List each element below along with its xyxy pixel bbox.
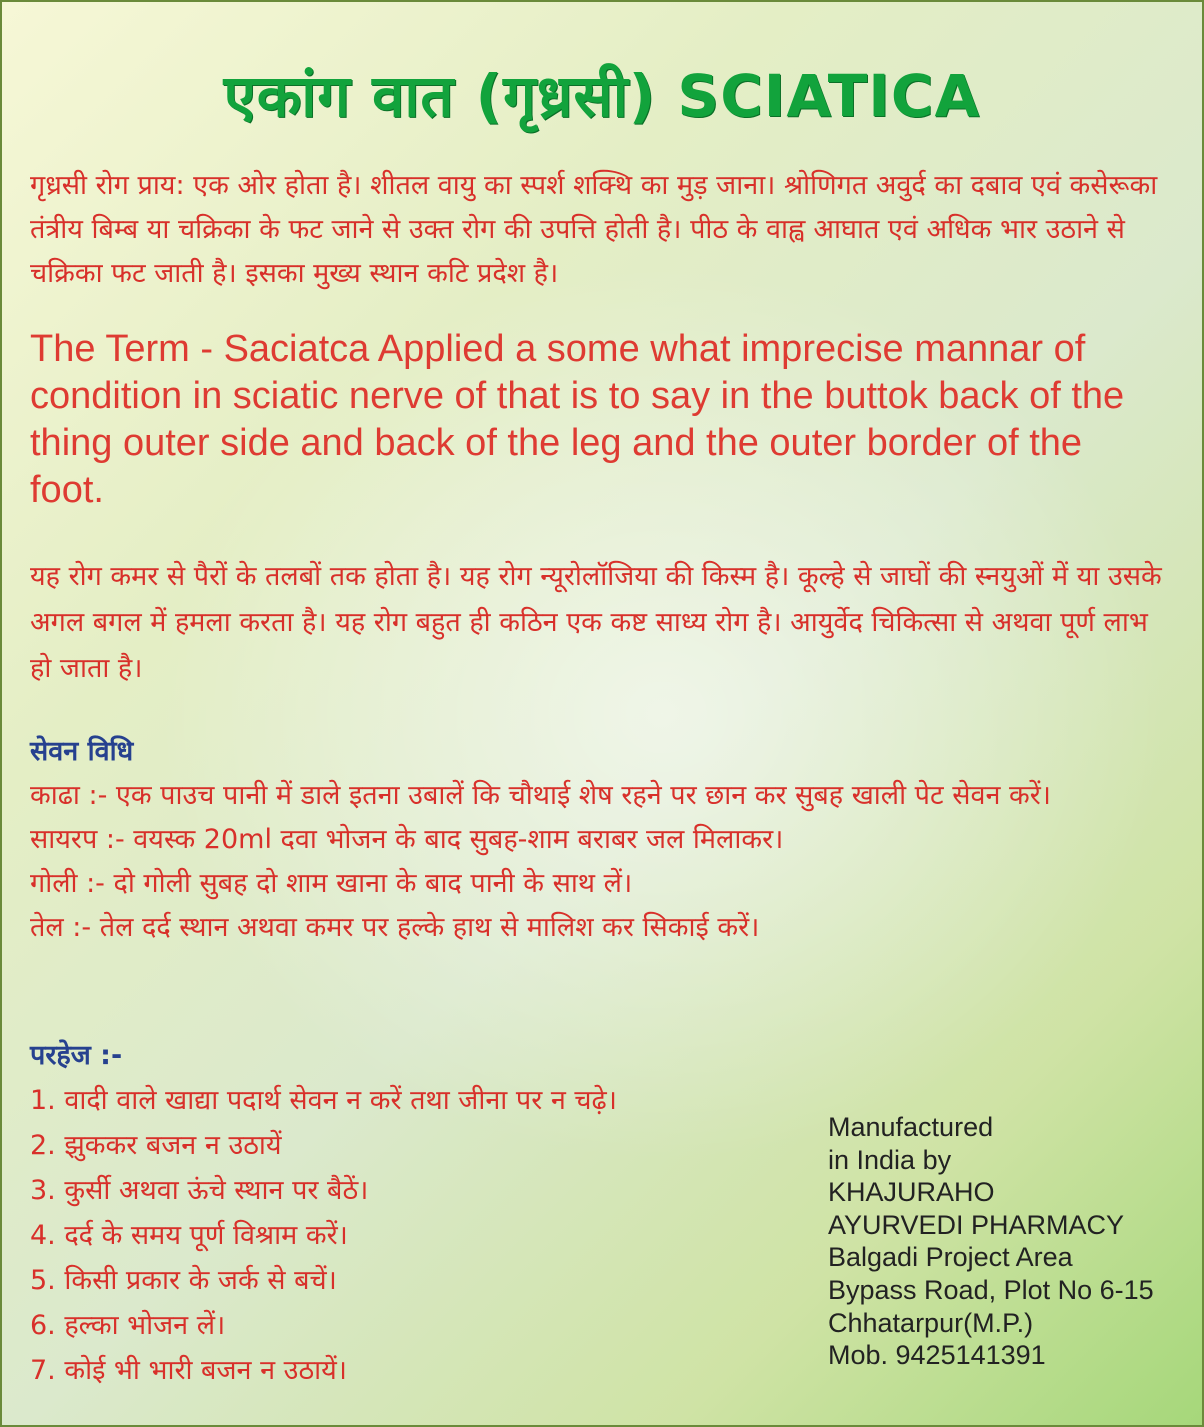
usage-line-kadha: काढा :- एक पाउच पानी में डाले इतना उबालें कि चौथाई शेष रहने पर छान कर सुबह खाली पेट सेवन करें। — [30, 780, 1052, 811]
diet-item: 7. कोई भी भारी बजन न उठायें। — [30, 1355, 348, 1386]
usage-line-oil: तेल :- तेल दर्द स्थान अथवा कमर पर हल्के हाथ से मालिश कर सिकाई करें। — [30, 912, 760, 943]
manufacturer-info — [828, 1111, 1198, 1372]
manufacturer-line: Manufactured — [828, 1112, 994, 1142]
diet-item: 1. वादी वाले खाद्या पदार्थ सेवन न करें तथा जीना पर न चढ़े। — [30, 1085, 617, 1116]
diet-item: 4. दर्द के समय पूर्ण विश्राम करें। — [30, 1220, 348, 1251]
manufacturer-address: Balgadi Project Area — [828, 1242, 1073, 1273]
diet-item: 3. कुर्सी अथवा ऊंचे स्थान पर बैठें। — [30, 1175, 369, 1206]
manufacturer-name: KHAJURAHO — [828, 1177, 995, 1208]
diet-item: 5. किसी प्रकार के जर्क से बचें। — [30, 1265, 337, 1296]
diet-item: 2. झुककर बजन न उठायें — [30, 1130, 282, 1161]
intro-hindi-paragraph: गृध्रसी रोग प्राय: एक ओर होता है। शीतल वायु का स्पर्श शक्थि का मुड़ जाना। श्रोणिगत अवुर्द का दबाव एवं कसेरूका तंत्रीय बिम्ब या चक्रिका के फट जाने से उक्त रोग की उपत्ति होती है। पीठ के वाह्व आघात एवं अधिक भार उठाने से चक्रिका फट जाती है। इसका मुख्य स्थान कटि प्रदेश है। — [30, 170, 1158, 289]
manufacturer-phone: Mob. 9425141391 — [828, 1340, 1046, 1371]
usage-heading: सेवन विधि — [30, 736, 134, 767]
english-description: The Term - Saciatca Applied a some what imprecise mannar of condition in sciatic nerve of that is to say in the buttok back of the thing outer side and back of the leg and the outer border of the foot. — [30, 328, 1125, 511]
page-title: एकांग वात (गृध्रसी) SCIATICA — [223, 62, 981, 130]
hindi-description: यह रोग कमर से पैरों के तलबों तक होता है। यह रोग न्यूरोलॉजिया की किस्म है। कूल्हे से जाघों की स्नयुओं में या उसके अगल बगल में हमला करता है। यह रोग बहुत ही कठिन एक कष्ट साध्य रोग है। आयुर्वेद चिकित्सा से अथवा पूर्ण लाभ हो जाता है। — [30, 561, 1162, 684]
usage-line-tablet: गोली :- दो गोली सुबह दो शाम खाना के बाद पानी के साथ लें। — [30, 868, 633, 899]
diet-heading: परहेज :- — [30, 1040, 123, 1071]
manufacturer-address: Bypass Road, Plot No 6-15 — [828, 1274, 1154, 1305]
usage-line-syrup: सायरप :- वयस्क 20ml दवा भोजन के बाद सुबह-शाम बराबर जल मिलाकर। — [30, 824, 784, 855]
manufacturer-line: in India by — [828, 1144, 952, 1175]
manufacturer-name: AYURVEDI PHARMACY — [828, 1209, 1125, 1240]
usage-section — [30, 730, 1162, 950]
diet-item: 6. हल्का भोजन लें। — [30, 1310, 226, 1341]
manufacturer-address: Chhatarpur(M.P.) — [828, 1307, 1034, 1338]
